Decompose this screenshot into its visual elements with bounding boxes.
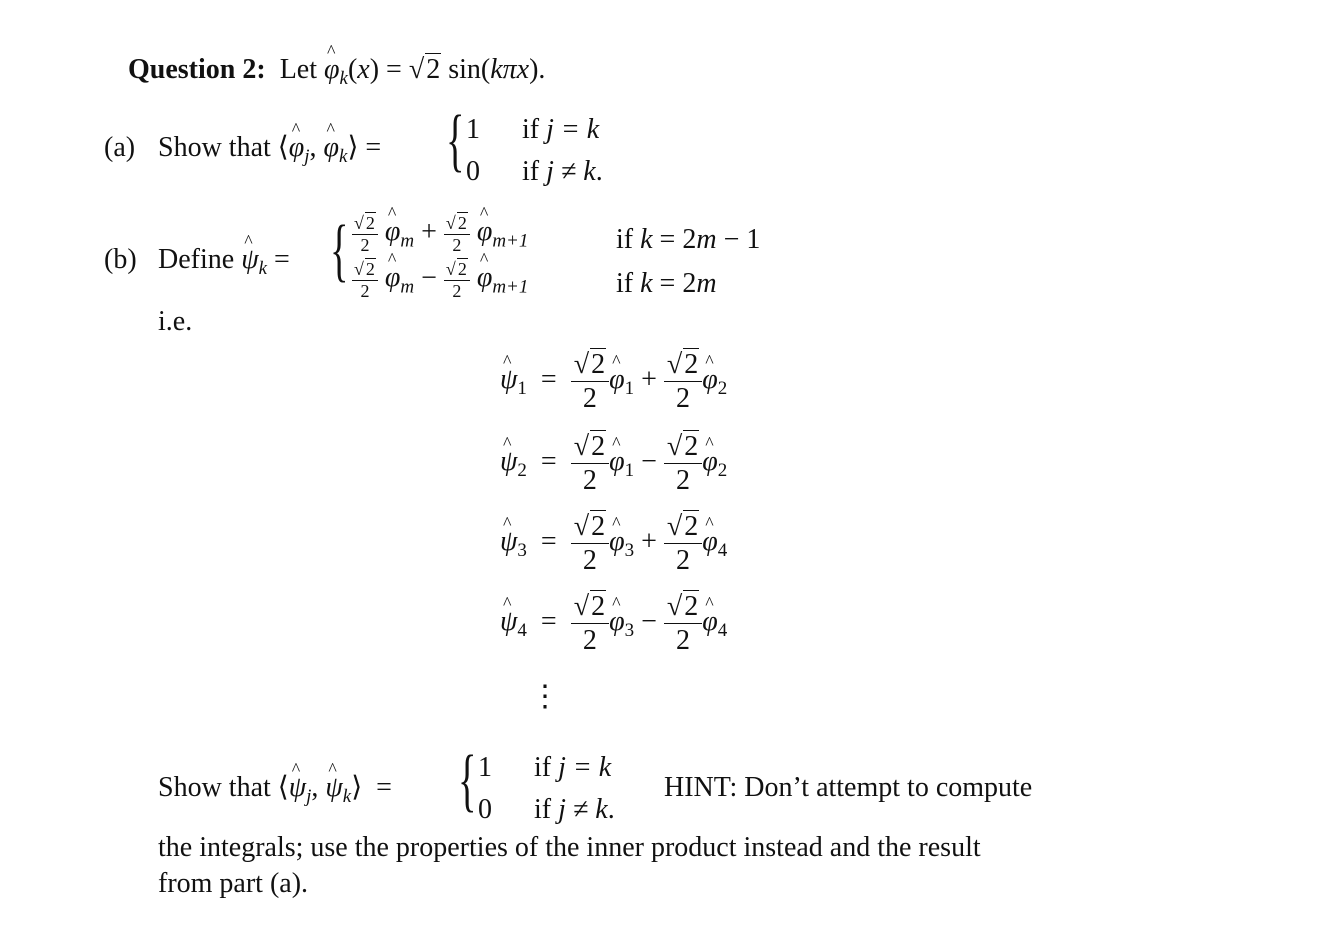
- part-b-label: (b): [104, 244, 137, 275]
- hint-line-2: the integrals; use the properties of the inner product instead and the result: [158, 832, 981, 863]
- part-a-case-2-value: 0: [466, 156, 480, 187]
- part-b-ie: i.e.: [158, 306, 193, 337]
- part-a-show-that: Show that: [158, 132, 271, 163]
- part-b-show-that: Show that ⟨ψ $\^{}_j$, ψ $\^{}_k⟩$ =: [158, 774, 392, 806]
- question-intro: Let φ $\^{}_k(x) = √2$ sin(kπx).: [273, 54, 546, 85]
- hint-line-1: HINT: Don’t attempt to compute: [664, 772, 1033, 803]
- question-label: Question 2:: [128, 54, 266, 85]
- part-b-show-case-1-value: 1: [478, 752, 492, 783]
- question-heading: [128, 56, 545, 88]
- part-a-brace: {: [446, 102, 465, 179]
- equation-psi-2: ψ $\^{}_2$ = $\frac{√2}{2}$ φ $\^{}_1$ − $\frac{√2}{2}$ φ $\^{}_2$: [500, 432, 727, 495]
- part-b-show-text: Show that: [158, 772, 271, 803]
- part-b-case-1-value: $\frac{√ 2}{2}$ φ $\^{}_m$ + $\frac{√ 2}{2}$ φ $\^{}_{m+1}$: [352, 214, 528, 254]
- part-b-show-case-2-condition: if j ≠ k.: [534, 794, 615, 825]
- hint-line-3: from part (a).: [158, 868, 309, 899]
- vertical-ellipsis: ⋮: [530, 680, 560, 713]
- part-a-case-1-value: 1: [466, 114, 480, 145]
- part-b-case-2-condition: if k = 2m: [616, 268, 717, 299]
- part-a-text: Show that ⟨φ $\^{}_j$, φ $\^{}_k⟩$ =: [158, 134, 381, 166]
- part-a-case-1-condition: if j = k: [522, 114, 600, 145]
- part-b-brace: {: [330, 212, 349, 289]
- part-b-show-case-1-condition: if j = k: [534, 752, 612, 783]
- equation-psi-3: ψ $\^{}_3$ = $\frac{√2}{2}$ φ $\^{}_3$ + $\frac{√2}{2}$ φ $\^{}_4$: [500, 512, 727, 575]
- equation-psi-4: ψ $\^{}_4$ = $\frac{√2}{2}$ φ $\^{}_3$ − $\frac{√2}{2}$ φ $\^{}_4$: [500, 592, 727, 655]
- part-b-case-1-condition: if k = 2m − 1: [616, 224, 761, 255]
- equation-psi-1: ψ $\^{}_1$ = $\frac{√2}{2}$ φ $\^{}_1$ + $\frac{√2}{2}$ φ $\^{}_2$: [500, 350, 727, 413]
- part-b-define: Define ψ $\^{}_k$ =: [158, 246, 290, 278]
- part-b-show-case-2-value: 0: [478, 794, 492, 825]
- part-a-label: (a): [104, 132, 136, 163]
- part-b-case-2-value: $\frac{√ 2}{2}$ φ $\^{}_m$ − $\frac{√ 2}{2}$ φ $\^{}_{m+1}$: [352, 260, 528, 300]
- part-b-show-brace: {: [458, 742, 477, 819]
- part-a-case-2-condition: if j ≠ k.: [522, 156, 603, 187]
- part-b-define-text: Define: [158, 244, 235, 275]
